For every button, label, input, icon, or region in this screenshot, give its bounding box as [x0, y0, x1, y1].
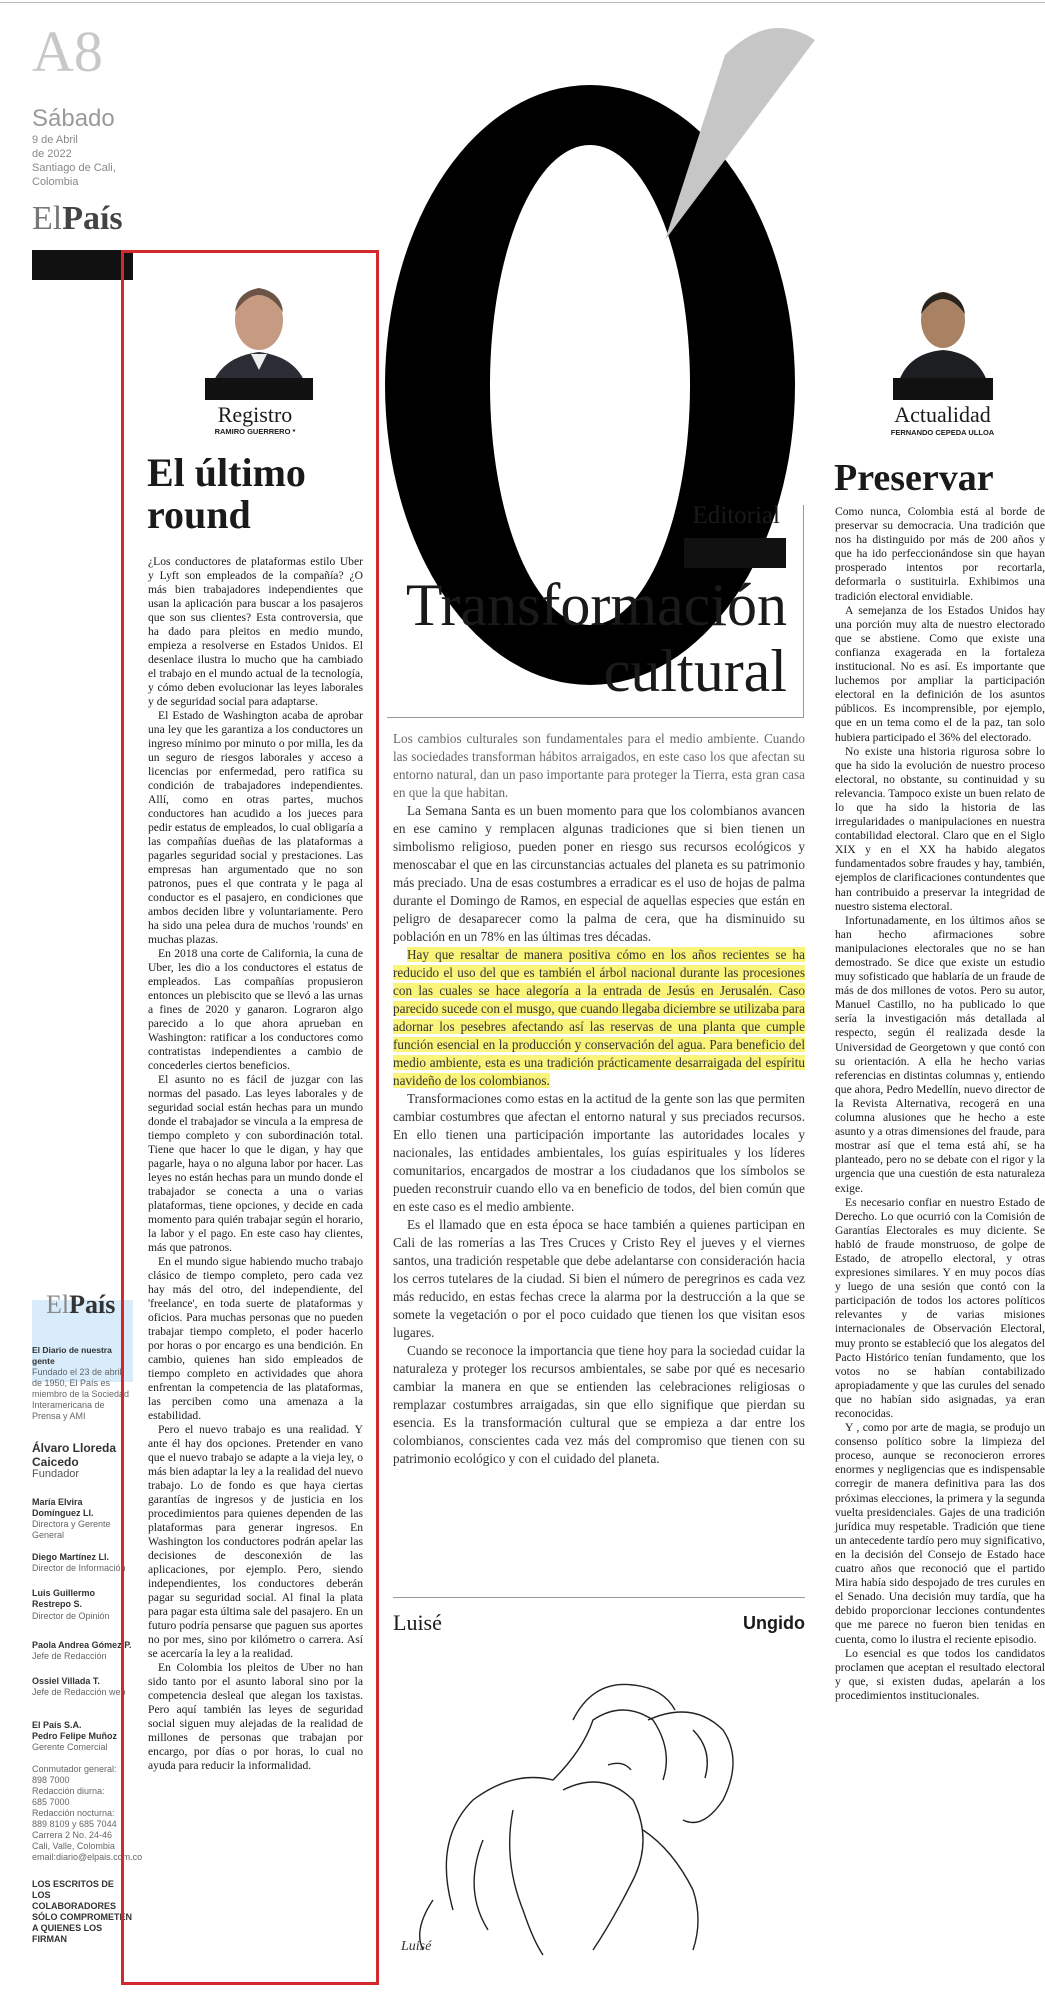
- paragraph: Pero el nuevo trabajo es una realidad. Y ante él hay dos opciones. Pretender en vano que el nuevo trabajo se adapte a la vieja ley, o más bien adaptar la ley a la realidad del nuevo trabajo. Lo de fondo es que haya ciertas garantías de ingresos y de justicia en los procedimientos para quienes dependen de las plataformas para generar ingresos. En Washington los conductores podrán apelar las decisiones de desconexión de las aplicaciones, por ejemplo. Pero, siendo independientes, los conductores deberán pagar su seguridad social. Al final la plata para pagar esta última sale del pasajero. En un futuro podría pensarse que paguen sus aportes no por mes, sino por kilómetro o carrera. Así se acercaría la ley a la realidad.: [148, 1423, 363, 1660]
- editorial-label: Editorial: [692, 502, 780, 529]
- headline-right: Preservar: [834, 457, 994, 499]
- staff-name: Luis Guillermo Restrepo S.: [32, 1588, 96, 1609]
- paragraph: A semejanza de los Estados Unidos hay una porción muy alta de nuestro electorado que se abstiene. Como que existe una confianza exagerada en la fortaleza institucional. No es así. Es importante que luchemos por ampliar la participación electoral en la definición de los asuntos públicos. Es incomprensible, por ejemplo, que en un tema como el de la paz, tan solo hubiera participado el 36% del electorado.: [835, 603, 1045, 744]
- paragraph: Es el llamado que en esta época se hace también a quienes participan en Cali de las romerías a las Tres Cruces y Cristo Rey el jueves y el viernes santos, una tradición respetable que debe adelantarse con consideración hacia los cerros tutelares de la ciudad. Si bien el número de peregrinos es cada vez más reducido, en estas fechas crece la alarma por la destrucción a la que se somete la vegetación o por el poco cuidado que tienen los que visitan esos lugares.: [393, 1217, 805, 1340]
- el-pais-logo: [32, 200, 123, 238]
- paragraph-highlighted: [393, 946, 805, 1090]
- cartoon-title: Ungido: [743, 1613, 805, 1633]
- column-section-right: Actualidad: [894, 402, 991, 427]
- founder-name: Álvaro Lloreda Caicedo: [32, 1441, 117, 1469]
- date-day: Sábado: [32, 105, 115, 132]
- masthead-founded: Fundado el 23 de abril de 1950, El País es miembro de la Sociedad Interamericana de Prensa y AMI: [32, 1367, 130, 1421]
- company-name: El País S.A.: [32, 1720, 82, 1730]
- staff-role: Directora y Gerente General: [32, 1519, 111, 1540]
- column-author-right: FERNANDO CEPEDA ULLOA: [890, 428, 995, 437]
- cartoon-illustration: [393, 1660, 805, 1960]
- cartoon-rule: [393, 1597, 805, 1598]
- staff-name: Ossiel Villada T.: [32, 1676, 100, 1686]
- paragraph: No existe una historia rigurosa sobre lo que ha sido la evolución de nuestro proceso electoral, no obstante, su continuidad y su relevancia. Tampoco existe un buen relato de lo que ha sido la historia de las irregularidades o manipulaciones en nuestra contabilidad electoral. Claro que en el Siglo XIX y en el XX ha habido alegatos fundamentados sobre fraudes y hay, también, ejemplos de clarificaciones contundentes que han contribuido a preservar la integridad de nuestro sistema electoral.: [835, 744, 1045, 913]
- contact-line: 685 7000: [32, 1797, 70, 1807]
- column-section-left: Registro: [217, 402, 293, 427]
- editorial-body: [393, 730, 805, 1468]
- headline-line: cultural: [603, 638, 787, 704]
- logo-right: País: [62, 200, 123, 237]
- paragraph: ¿Los conductores de plataformas estilo Uber y Lyft son empleados de la compañía? ¿O más bien trabajadores independientes que usan la aplicación para buscar a los pasajeros que son sus clientes? Esta controversia, que ha dado para pleitos en medio mundo, empieza a resolverse en Estados Unidos. El desenlace ilustra lo mucho que ha cambiado el trabajo en el mundo actual de la tecnología, y cómo deben evolucionar las leyes laborales y de seguridad social para adaptarse.: [148, 555, 363, 708]
- paragraph: En 2018 una corte de California, la cuna de Uber, les dio a los conductores el estatus de empleados. Las compañías propusieron entonces un plebiscito que se llevó a las urnas a fines de 2020 y ganaron. Lograron algo parecido a lo que ahora aprueban en Washington: ratificar a los conductores como contratistas independientes a cambio de concederles ciertos beneficios.: [148, 947, 363, 1072]
- author-photo-right: [893, 270, 993, 400]
- date-line: de 2022: [32, 148, 72, 160]
- paragraph: En el mundo sigue habiendo mucho trabajo clásico de tiempo completo, pero cada vez hay más del otro, del independiente, del 'freelance', en toda suerte de plataformas y oficios. Para muchas personas que no pueden trabajar tiempo completo, el poder hacerlo por horas o por encargo es una bendición. En cambio, quienes han sido empleados de tiempo completo en actividades que ahora enfrentan la competencia de las plataformas, las perciben como una amenaza a la estabilidad.: [148, 1255, 363, 1422]
- disclaimer: LOS ESCRITOS DE LOS COLABORADORES SÓLO COMPROMETEN A QUIENES LOS FIRMAN: [32, 1879, 133, 1944]
- paragraph: El Estado de Washington acaba de aprobar una ley que les garantiza a los conductores un ingreso mínimo por minuto o por milla, les da un seguro de riesgos laborales y acceso a licencias por enfermedad, pero ratifica su condición de trabajadores independientes. Allí, como en otras partes, muchos conductores han acudido a los jueces para pedir estatus de empleados, lo cual obligaría a las compañías dueñas de las plataformas a pagarles seguridad social y prestaciones. Las empresas han argumentado que no son patronos, pues el que contrata y le paga al conductor es el pasajero, en condiciones que ambos deciden libre y voluntariamente. Pero ha sido una pelea dura de muchos 'rounds' en muchas plazas.: [148, 709, 363, 946]
- masthead-logo-left: El: [46, 1290, 70, 1319]
- editorial-bar: [684, 538, 786, 568]
- staff-role: Director de Información: [32, 1563, 126, 1573]
- masthead-logo: [46, 1290, 115, 1320]
- manager-role: Gerente Comercial: [32, 1742, 108, 1752]
- staff-name: Paola Andrea Gómez P.: [32, 1640, 132, 1650]
- paragraph: La Semana Santa es un buen momento para que los colombianos avancen en ese camino y remplacen algunas tradiciones que si bien tienen un simbolismo religioso, pueden poner en riesgo sus recursos ecológicos y menoscabar el que en las circunstancias actuales del planeta es su patrimonio más preciado. Una de esas costumbres a erradicar es el uso de hojas de palma durante el Domingo de Ramos, en especial de aquellas especies que están en peligro de desaparecer como la palma de cera, que ha disminuido su población en un 78% en las últimas tres décadas.: [393, 803, 805, 944]
- paragraph: Es necesario confiar en nuestro Estado de Derecho. Lo que ocurrió con la Comisión de Garantías Electorales es muy diciente. Se habló de fraude monstruoso, de golpe de Estado, de atropello electoral, y otras expresiones similares. Y en muy pocos días y luego de una sesión que contó con la participación de todos los actores políticos relevantes y de varias misiones internacionales de Observación Electoral, muy pronto se estableció que los alegatos del Pacto Histórico tenían fundamento, que los votos no se habían contabilizado apropiadamente y que las curules del senado que no habían sido asignadas, ya eran reconocidas.: [835, 1195, 1045, 1420]
- paragraph: Lo esencial es que todos los candidatos proclamen que aceptan el resultado electoral y que, si existen dudas, apelarán a los procedimientos institucionales.: [835, 1646, 1045, 1702]
- contact-line: Redacción nocturna:: [32, 1808, 115, 1818]
- paragraph: Transformaciones como estas en la actitud de la gente son las que permiten cambiar costumbres que afectan el entorno natural y sus preciados recursos. En ello tienen una participación importante las autoridades locales y nacionales, las entidades ambientales, los guías espirituales y los líderes comunitarios, encargados de mostrar a los ciudadanos que los símbolos se pueden reconstruir cuando ello va en beneficio de todos, del bien común que en este caso es el medio ambiente.: [393, 1091, 805, 1214]
- staff-name: María Elvira Domínguez Ll.: [32, 1497, 94, 1518]
- date-line: Santiago de Cali,: [32, 162, 116, 174]
- page-number: A8: [32, 19, 103, 84]
- paragraph: Infortunadamente, en los últimos años se han hecho afirmaciones sobre manipulaciones electorales que no se han demostrado. Se dice que existe un estudio muy sofisticado que hablaría de un fraude de más de dos millones de votos. Pero su autor, Manuel Castillo, no ha publicado lo que sería la investigación más detallada al respecto, según él realizada desde la Universidad de Georgetown y que contó con su orientación. A ella he hecho varias referencias en distintas columnas y, entiendo que ahora, Pedro Medellín, nuevo director de la Revista Alternativa, recogerá en una columna alusiones que he hecho a este asunto y a otras dimensiones del fraude, para mostrar así que el tema está ahí, se ha planteado, pero no se debate con el rigor y la urgencia que una cuestión de esta naturaleza exige.: [835, 913, 1045, 1195]
- paragraph: Cuando se reconoce la importancia que tiene hoy para la sociedad cuidar la naturaleza y proteger los recursos ambientales, se sabe por qué es necesario cambiar la manera en que se entienden las celebraciones religiosas o remplazar costumbres arraigadas, sin que ello signifique que pierdan su esencia. Es la transformación cultural que se empieza a dar entre los colombianos, conscientes cada vez más del compromiso que tienen con su patrimonio ecológico y con el cuidado del planeta.: [393, 1343, 805, 1466]
- headline-line: round: [147, 492, 251, 537]
- logo-bar: [32, 250, 133, 280]
- paragraph: El asunto no es fácil de juzgar con las normas del pasado. Las leyes laborales y de seguridad social están hechas para un mundo donde el trabajador se vincula a la empresa de tiempo completo y con subordinación total. Tiene que hacer lo que le digan, y hay que pagarle, haya o no alguna labor por hacer. Las leyes no están hechas para un mundo donde el trabajador se conecta a una o varias plataformas, tiene opciones, y decide en cada momento para quién trabajar según el horario, la labor y el pago. En este caso hay clientes, más que patronos.: [148, 1073, 363, 1254]
- cartoon-signature: Luisé: [401, 1939, 432, 1954]
- masthead-tagline: El Diario de nuestra gente: [32, 1345, 112, 1366]
- contact-line: Carrera 2 No. 24-46: [32, 1830, 113, 1840]
- contact-line: Conmutador general:: [32, 1764, 117, 1774]
- date-line: Colombia: [32, 176, 79, 188]
- column-author-left: RAMIRO GUERRERO *: [214, 427, 296, 436]
- headline-line: Transformación: [405, 572, 787, 638]
- cartoon-artist: Luisé: [393, 1610, 442, 1635]
- paragraph: En Colombia los pleitos de Uber no han sido tanto por el asunto laboral sino por la competencia desleal que alegan los taxistas. Pero aquí también las leyes de seguridad social siguen muy alejadas de la realidad de millones de personas que trabajan por encargo, por días o por horas, lo cual no ayuda para reducir la informalidad.: [148, 1661, 363, 1772]
- contact-line: Redacción diurna:: [32, 1786, 105, 1796]
- paragraph: Los cambios culturales son fundamentales para el medio ambiente. Cuando las sociedades transforman hábitos arraigados, en este caso los que afectan su entorno natural, dan un paso importante para proteger la Tierra, esta gran casa en que la que habitan.: [393, 731, 805, 800]
- date-line: 9 de Abril: [32, 134, 78, 146]
- contact-line: 898 7000: [32, 1775, 70, 1785]
- staff-role: Jefe de Redacción web: [32, 1687, 126, 1697]
- editorial-headline: [375, 572, 787, 704]
- contact-line: 889 8109 y 685 7044: [32, 1819, 117, 1829]
- staff-role: Director de Opinión: [32, 1611, 110, 1621]
- headline-line: El último: [147, 450, 306, 495]
- contact-line: Cali, Valle, Colombia: [32, 1841, 115, 1851]
- founder-title: Fundador: [32, 1468, 80, 1480]
- masthead-logo-right: País: [69, 1290, 116, 1319]
- staff-name: Diego Martínez Ll.: [32, 1552, 110, 1562]
- logo-left: El: [32, 200, 63, 237]
- staff-role: Jefe de Redacción: [32, 1651, 107, 1661]
- contact-email: email:diario@elpais.com.co: [32, 1852, 143, 1862]
- manager-name: Pedro Felipe Muñoz: [32, 1731, 118, 1741]
- selection-box: [121, 250, 379, 1985]
- paragraph: Y , como por arte de magia, se produjo un consenso político sobre la limpieza del proceso, aunque se reconocieron errores enormes y negligencias que es indispensable corregir de manera definitiva para las dos próximas elecciones, la primera y la segunda vuelta presidenciales. Gajes de una tradición jurídica muy respetable. Tradición que tiene un antecedente tardío pero muy significativo, en la decisión del Consejo de Estado hace cuatro años que reconoció que el partido Mira había sido despojado de tres curules en el Senado. Una decisión muy tardía, que ha debido proporcionar lecciones contundentes que me parece no fueron bien tenidas en cuenta, como lo ilustra el reciente episodio.: [835, 1421, 1045, 1646]
- paragraph: Como nunca, Colombia está al borde de preservar su democracia. Una tradición que nos ha distinguido por más de 200 años y que ha ido perfeccionándose sin que hayan prosperado intentos por recortarla, deformarla o sustituirla. Exhibimos una tradición electoral envidiable.: [835, 505, 1045, 603]
- article-body-right: [835, 505, 1045, 1703]
- highlight: Hay que resaltar de manera positiva cómo en los años recientes se ha reducido el uso del que es también el árbol nacional durante las procesiones con las cuales se hace alegoría a la entrada de Jesús en Jerusalén. Caso parecido sucede con el musgo, que cuando llegaba diciembre se utilizaba para adornar los pesebres afectando así las reservas de una planta que cumple función esencial en la producción y conservación del agua. Para beneficio del medio ambiente, esta es una tradición prácticamente desarraigada del espíritu navideño de los colombianos.: [393, 947, 805, 1088]
